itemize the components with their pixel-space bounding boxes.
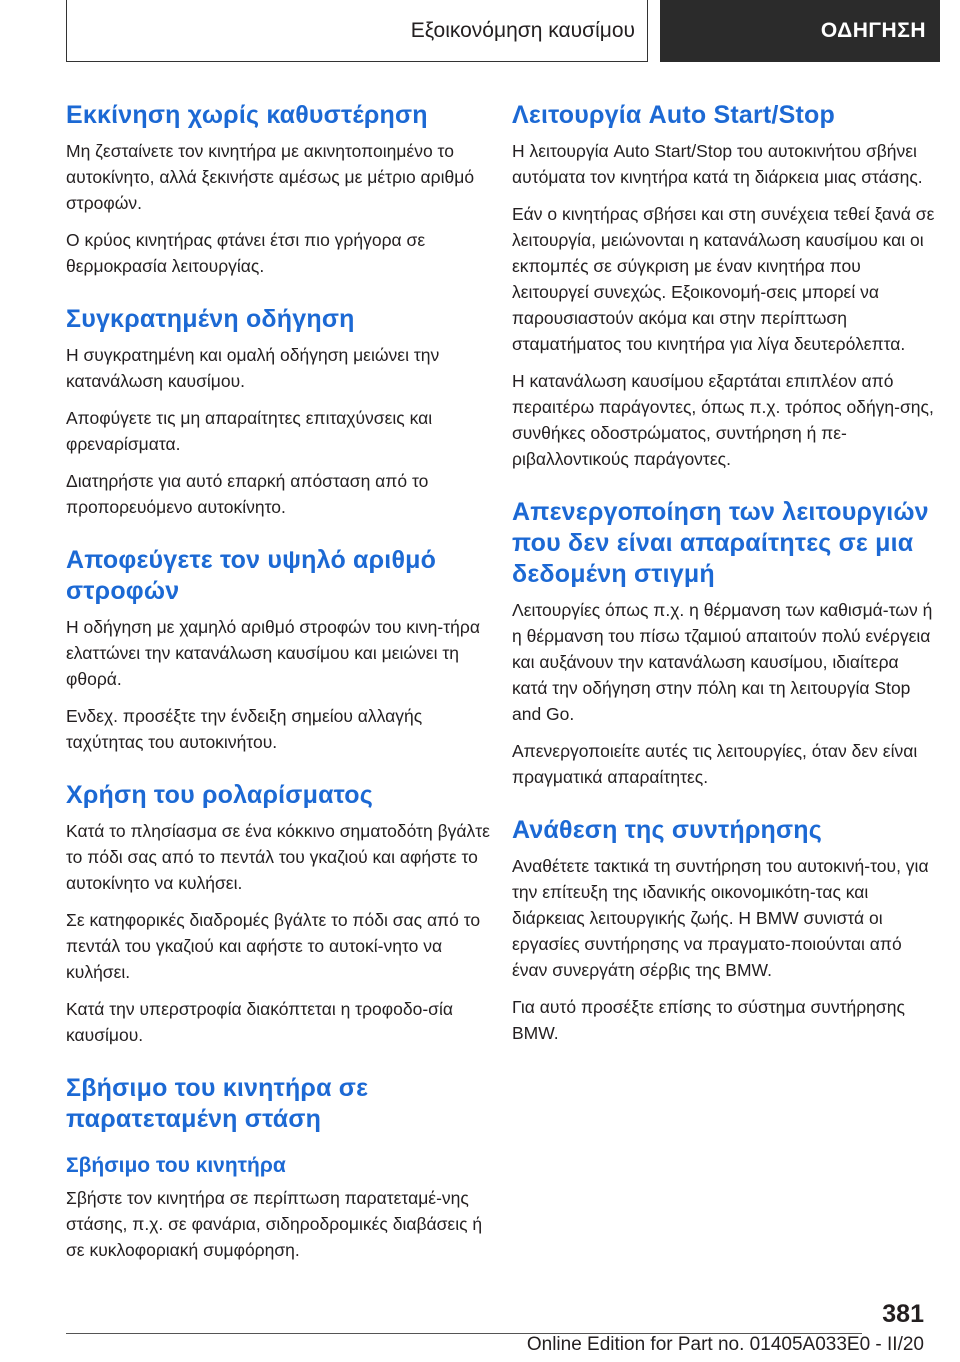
paragraph: Λειτουργίες όπως π.χ. η θέρμανση των καθισμά-των ή η θέρμανση του πίσω τζαμιού απαιτούν πολύ ενέργεια και αυξάνουν την κατανάλωση καυσίμου, ιδιαίτερα κατά την οδήγηση στην πόλη και τη λειτουργία Stop and Go. — [512, 600, 933, 724]
section-heading: Εκκίνηση χωρίς καθυστέρηση — [66, 101, 428, 129]
section-heading: Απενεργοποίηση των λειτουργιών που δεν είναι απαραίτητες σε μια δεδομένη στιγμή — [512, 498, 929, 588]
footer-edition: Online Edition for Part no. 01405A033E0 - II/20 — [526, 1334, 924, 1355]
paragraph: Διατηρήστε για αυτό επαρκή απόσταση από το προπορευόμενο αυτοκίνητο. — [66, 471, 429, 517]
paragraph: Ο κρύος κινητήρας φτάνει έτσι πιο γρήγορα σε θερμοκρασία λειτουργίας. — [66, 230, 426, 276]
paragraph: Η οδήγηση με χαμηλό αριθμό στροφών του κινη-τήρα ελαττώνει την κατανάλωση καυσίμου και μειώνει τη φθορά. — [66, 617, 480, 689]
paragraph: Αποφύγετε τις μη απαραίτητες επιταχύνσεις και φρεναρίσματα. — [66, 408, 433, 454]
paragraph: Αναθέτετε τακτικά τη συντήρηση του αυτοκινή-του, για την επίτευξη της ιδανικής οικονομικότη-τας και διάρκειας λειτουργικής ζωής. Η BMW συνιστά οι εργασίες συντήρησης να πραγματο-ποιούνται από έναν συνεργάτη σέρβις της BMW. — [512, 856, 929, 980]
section-heading: Ανάθεση της συντήρησης — [512, 816, 822, 844]
paragraph: Ενδεχ. προσέξτε την ένδειξη σημείου αλλαγής ταχύτητας του αυτοκινήτου. — [66, 706, 423, 752]
paragraph: Η κατανάλωση καυσίμου εξαρτάται επιπλέον από περαιτέρω παράγοντες, όπως π.χ. τρόπος οδήγη-σης, συνθήκες οδοστρώματος, συντήρηση ή πε-ριβαλλοντικούς παράγοντες. — [512, 371, 934, 469]
paragraph: Η λειτουργία Auto Start/Stop του αυτοκινήτου σβήνει αυτόματα τον κινητήρα κατά τη διάρκεια μιας στάσης. — [512, 141, 923, 187]
paragraph: Μη ζεσταίνετε τον κινητήρα με ακινητοποιημένο το αυτοκίνητο, αλλά ξεκινήστε αμέσως με μέτριο αριθμό στροφών. — [66, 141, 475, 213]
header-chapter-title: ΟΔΗΓΗΣΗ — [820, 19, 926, 42]
header-section-title: Εξοικονόμηση καυσίμου — [410, 18, 635, 42]
paragraph: Κατά την υπερστροφία διακόπτεται η τροφοδο-σία καυσίμου. — [66, 999, 453, 1045]
page-number: 381 — [882, 1300, 924, 1328]
section-heading: Χρήση του ρολαρίσματος — [66, 781, 373, 809]
paragraph: Εάν ο κινητήρας σβήσει και στη συνέχεια τεθεί ξανά σε λειτουργία, μειώνονται η κατανάλωση καυσίμου και οι εκπομπές σε σύγκριση με έναν κινητήρα που λειτουργεί συνεχώς. Εξοικονομή-σεις μπορεί να παρουσιαστούν ακόμα και στην περίπτωση σταματήματος του κινητήρα για λίγα δευτερόλεπτα. — [512, 204, 935, 354]
subsection-heading: Σβήσιμο του κινητήρα — [66, 1154, 286, 1177]
paragraph: Σε κατηφορικές διαδρομές βγάλτε το πόδι σας από το πεντάλ του γκαζιού και αφήστε το αυτοκί-νητο να κυλήσει. — [66, 910, 481, 982]
paragraph: Η συγκρατημένη και ομαλή οδήγηση μειώνει την κατανάλωση καυσίμου. — [66, 345, 440, 391]
section-heading: Συγκρατημένη οδήγηση — [66, 305, 355, 333]
left-column — [66, 100, 490, 1274]
right-column — [512, 100, 936, 1057]
paragraph: Σβήστε τον κινητήρα σε περίπτωση παρατεταμέ-νης στάσης, π.χ. σε φανάρια, σιδηροδρομικές διαβάσεις ή σε κυκλοφοριακή συμφόρηση. — [66, 1188, 483, 1260]
section-heading: Λειτουργία Auto Start/Stop — [512, 101, 835, 129]
paragraph: Απενεργοποιείτε αυτές τις λειτουργίες, όταν δεν είναι πραγματικά απαραίτητες. — [512, 741, 918, 787]
header-chapter-tab — [660, 0, 940, 62]
section-heading: Σβήσιμο του κινητήρα σε παρατεταμένη στάση — [66, 1074, 369, 1133]
paragraph: Για αυτό προσέξτε επίσης το σύστημα συντήρησης BMW. — [512, 997, 905, 1043]
paragraph: Κατά το πλησίασμα σε ένα κόκκινο σηματοδότη βγάλτε το πόδι σας από το πεντάλ του γκαζιού και αφήστε το αυτοκίνητο να κυλήσει. — [66, 821, 490, 893]
section-heading: Αποφεύγετε τον υψηλό αριθμό στροφών — [66, 546, 437, 605]
header-section-tab — [66, 0, 648, 62]
